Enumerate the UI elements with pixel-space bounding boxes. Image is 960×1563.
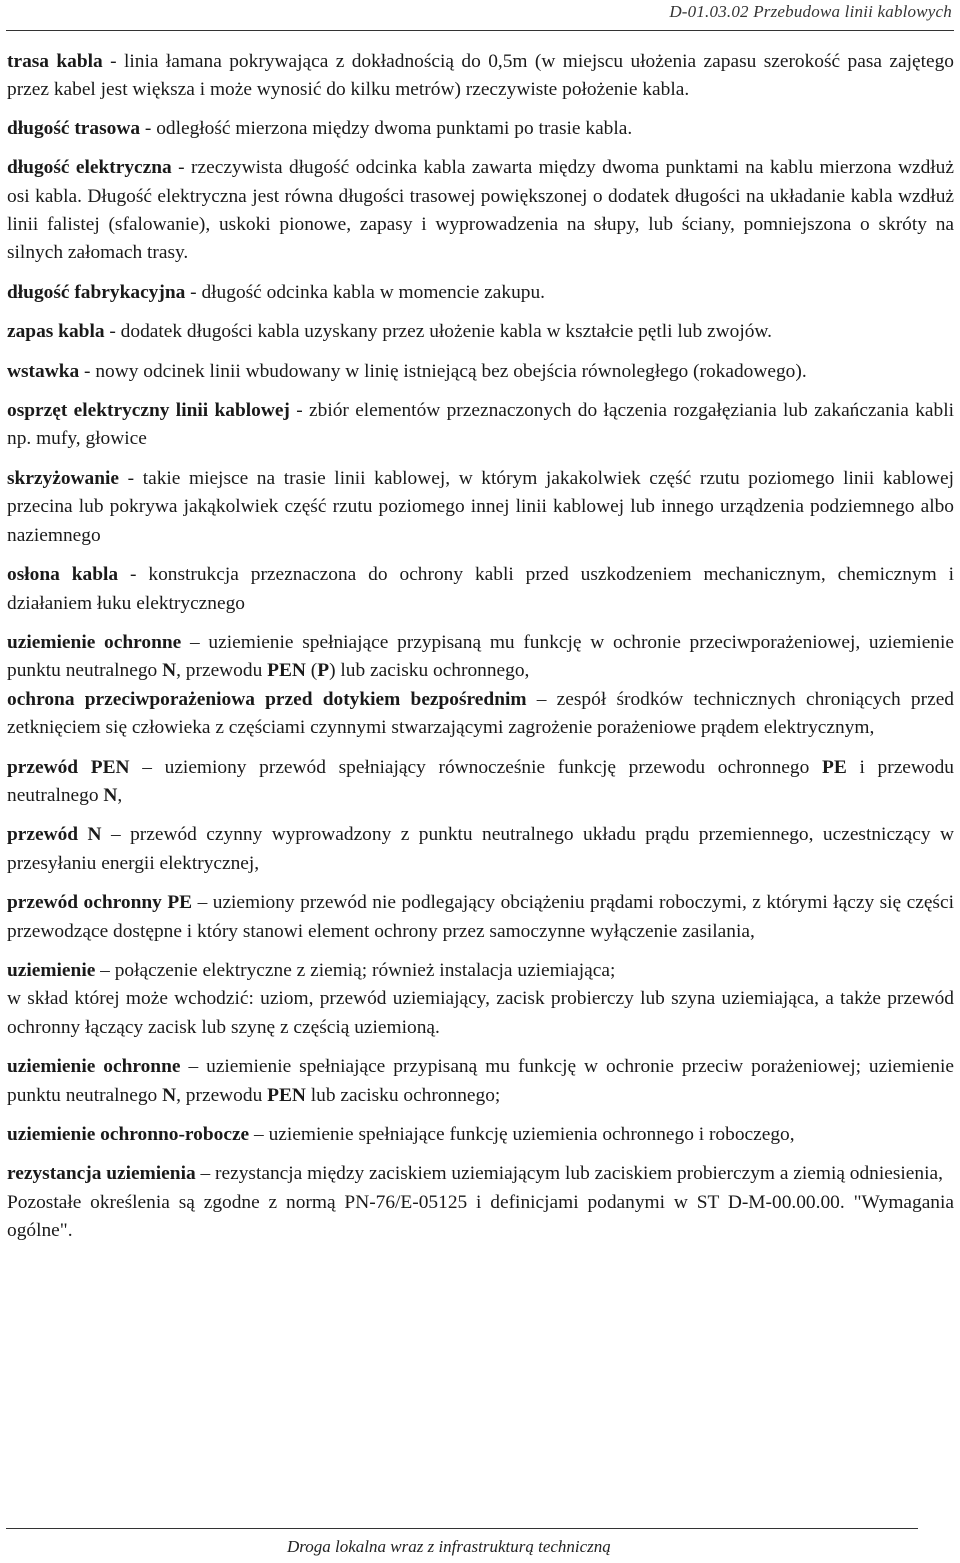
definition-text: – uziemienie spełniające funkcję uziemienia ochronnego i roboczego, bbox=[249, 1124, 795, 1145]
definition-przewod-n bbox=[7, 821, 954, 878]
definition-osprzet bbox=[7, 397, 954, 454]
definition-text: - nowy odcinek linii wbudowany w linię istniejącą bez obejścia równoległego (rokadowego). bbox=[79, 360, 807, 382]
definition-text: – rezystancja między zaciskiem uziemiającym lub zaciskiem probierczym a ziemią odniesienia, bbox=[195, 1163, 943, 1185]
definition-text: - rzeczywista długość odcinka kabla zawarta między dwoma punktami na kablu mierzona wzdłuż osi kabla. Długość elektryczna jest równa długości trasowej powiększonej o dodatek długości na układanie kabla wzdłuż linii falistej (sfalowanie), uskoki pionowe, zapasy i wyprowadzenia na słupy, lub ściany, pomniejszona o skróty na silnych załomach trasy. bbox=[7, 157, 954, 264]
term: przewód N bbox=[7, 824, 102, 846]
definition-text: – przewód czynny wyprowadzony z punktu neutralnego układu prądu przemiennego, uczestniczący w przesyłaniu energii elektrycznej, bbox=[7, 824, 955, 874]
definition-dlugosc-fabrykacyjna bbox=[7, 279, 954, 307]
definitions-body bbox=[7, 48, 954, 1246]
definition-przewod-ochronny-pe bbox=[7, 889, 954, 946]
definition-text: - odległość mierzona między dwoma punktami po trasie kabla. bbox=[140, 117, 633, 139]
symbol: N bbox=[162, 1084, 177, 1106]
definition-text: - takie miejsce na trasie linii kablowej, w którym jakakolwiek część rzutu poziomego linii kablowej przecina lub pokrywa jakąkolwiek część rzutu poziomego innej linii kablowej lub innego urządzenia podziemnego albo naziemnego bbox=[7, 467, 954, 546]
term: uziemienie ochronne bbox=[7, 631, 182, 653]
symbol: N bbox=[162, 660, 177, 682]
definition-ochrona-przeciwporazeniowa bbox=[7, 686, 954, 743]
definition-rezystancja-uziemienia bbox=[7, 1160, 954, 1188]
definition-przewod-pen bbox=[7, 754, 954, 811]
definition-text: – uziemiony przewód spełniający równocześnie funkcję przewodu ochronnego bbox=[129, 756, 822, 778]
definition-text: - zbiór elementów przeznaczonych do łączenia rozgałęziania lub zakańczania kabli np. mufy, głowice bbox=[7, 400, 954, 450]
definition-text: ( bbox=[305, 660, 318, 682]
definition-text: i przewodu neutralnego bbox=[7, 756, 954, 806]
definition-text: w skład której może wchodzić: uziom, przewód uziemiający, zacisk probierczy lub szyna uziemiająca, a także przewód ochronny łączący zacisk lub szynę z częścią uziemioną. bbox=[7, 988, 954, 1038]
symbol: PEN bbox=[267, 660, 306, 682]
definition-dlugosc-trasowa bbox=[7, 115, 954, 143]
term: osłona kabla bbox=[7, 564, 119, 586]
definition-text: – uziemiony przewód nie podlegający obciążeniu prądami roboczymi, z którymi łączy się części przewodzące dostępne i który stanowi element ochrony przez samoczynne wyłączenie zasilania, bbox=[7, 892, 954, 942]
page-header: D-01.03.02 Przebudowa linii kablowych bbox=[669, 2, 952, 21]
definition-text: – uziemienie spełniające przypisaną mu funkcję w ochronie przeciw porażeniowej; uziemienie punktu neutralnego bbox=[7, 1056, 954, 1106]
term: osprzęt elektryczny linii kablowej bbox=[7, 400, 290, 422]
definition-text: – uziemienie spełniające przypisaną mu funkcję w ochronie przeciwporażeniowej, uziemienie punktu neutralnego bbox=[7, 631, 954, 682]
symbol: P bbox=[317, 660, 330, 682]
definition-text: - dodatek długości kabla uzyskany przez ułożenie kabla w kształcie pętli lub zwojów. bbox=[104, 321, 773, 343]
term: rezystancja uziemienia bbox=[7, 1163, 196, 1185]
definition-text: ) lub zacisku ochronnego, bbox=[329, 660, 530, 682]
term: uziemienie bbox=[7, 959, 96, 981]
term: uziemienie ochronno-robocze bbox=[7, 1124, 250, 1145]
definition-uziemienie-ochronne-2 bbox=[7, 1053, 954, 1110]
definition-text: Pozostałe określenia są zgodne z normą PN-76/E-05125 i definicjami podanymi w ST D-M-00.00.00. "Wymagania ogólne". bbox=[7, 1191, 954, 1242]
symbol: N bbox=[103, 784, 118, 806]
definition-uziemienie-continued bbox=[7, 985, 954, 1042]
symbol: PEN bbox=[267, 1084, 306, 1106]
term: przewód ochronny PE bbox=[7, 892, 193, 914]
definition-wstawka bbox=[7, 358, 954, 386]
definition-uziemienie-ochronno-robocze bbox=[7, 1121, 954, 1149]
header-divider bbox=[6, 30, 954, 31]
term: zapas kabla bbox=[7, 321, 105, 343]
term: długość fabrykacyjna bbox=[7, 281, 186, 303]
definition-text: - długość odcinka kabla w momencie zakupu. bbox=[185, 281, 546, 303]
definition-text: – połączenie elektryczne z ziemią; również instalacja uziemiająca; bbox=[95, 959, 616, 981]
term: przewód PEN bbox=[7, 756, 130, 778]
term: długość trasowa bbox=[7, 117, 141, 139]
definition-text: - konstrukcja przeznaczona do ochrony kabli przed uszkodzeniem mechanicznym, chemicznym i działaniem łuku elektrycznego bbox=[7, 564, 954, 614]
closing-note bbox=[7, 1189, 954, 1246]
term: uziemienie ochronne bbox=[7, 1056, 181, 1078]
definition-uziemienie bbox=[7, 957, 954, 985]
term: trasa kabla bbox=[7, 51, 103, 72]
page-footer: Droga lokalna wraz z infrastrukturą techniczną bbox=[287, 1537, 611, 1556]
term: długość elektryczna bbox=[7, 157, 172, 179]
footer-divider bbox=[6, 1528, 918, 1529]
term: skrzyżowanie bbox=[7, 467, 120, 489]
definition-uziemienie-ochronne bbox=[7, 629, 954, 686]
symbol: PE bbox=[822, 756, 847, 778]
term: ochrona przeciwporażeniowa przed dotykiem bezpośrednim bbox=[7, 688, 527, 710]
definition-skrzyzowanie bbox=[7, 465, 954, 550]
definition-text: , przewodu bbox=[176, 660, 268, 682]
definition-dlugosc-elektryczna bbox=[7, 154, 954, 268]
definition-text: lub zacisku ochronnego; bbox=[305, 1084, 501, 1106]
definition-text: , bbox=[117, 784, 123, 806]
definition-zapas-kabla bbox=[7, 318, 954, 346]
definition-text: , przewodu bbox=[176, 1084, 268, 1106]
definition-text: – zespół środków technicznych chroniących przed zetknięciem się człowieka z częściami czynnymi stwarzającymi zagrożenie porażeniowe prądem elektrycznym, bbox=[7, 688, 954, 739]
definition-text: - linia łamana pokrywająca z dokładnością do 0,5m (w miejscu ułożenia zapasu szerokość pasa zajętego przez kabel jest większa i może wynosić do kilku metrów) rzeczywiste położenie kabla. bbox=[7, 51, 954, 101]
term: wstawka bbox=[7, 360, 80, 382]
definition-oslona-kabla bbox=[7, 561, 954, 618]
definition-trasa-kabla bbox=[7, 48, 954, 105]
